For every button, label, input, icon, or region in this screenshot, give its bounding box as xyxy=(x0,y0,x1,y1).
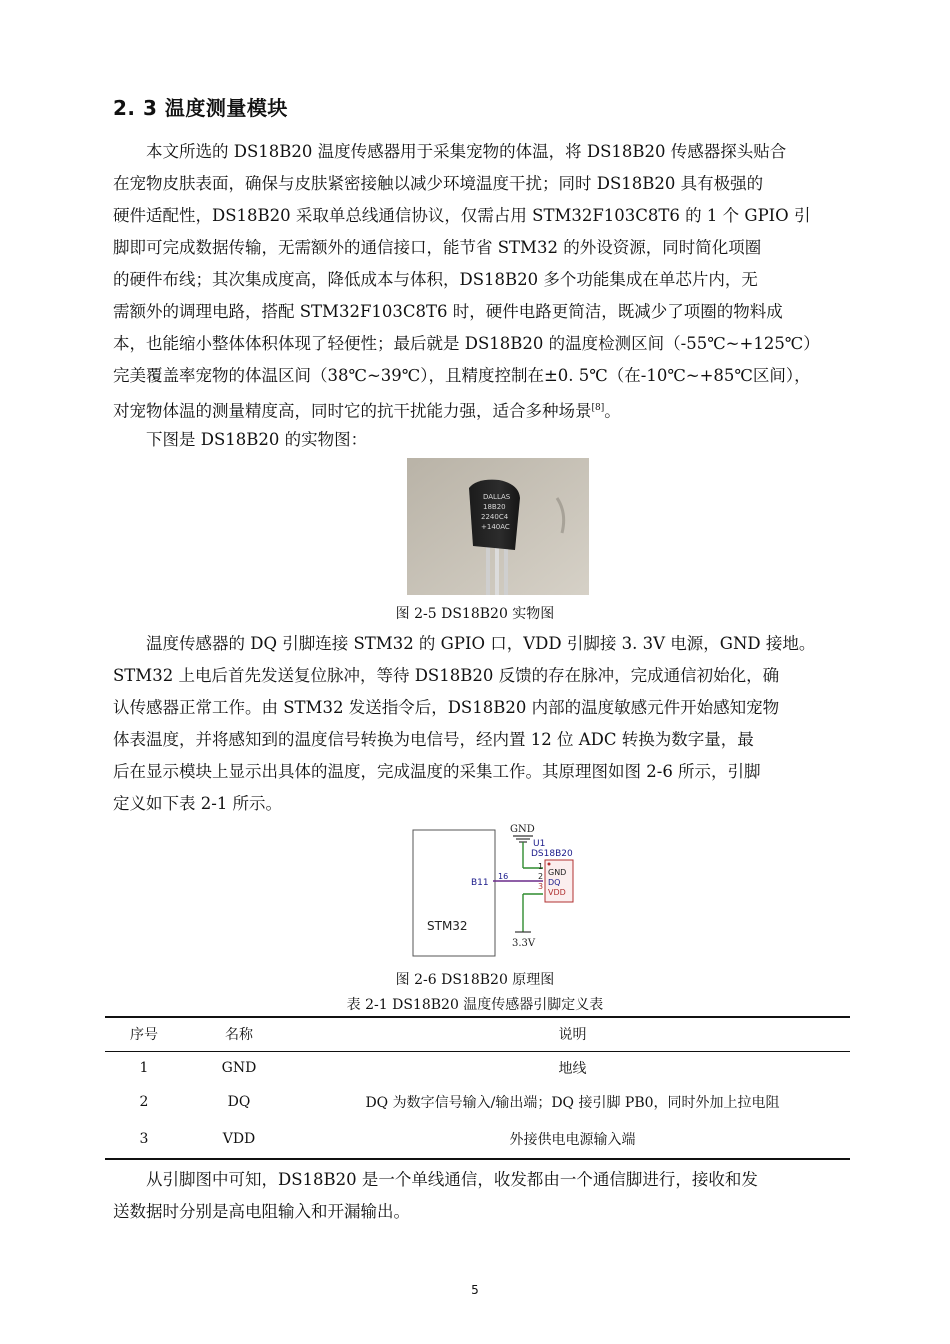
page-number: 5 xyxy=(471,1283,479,1297)
pin-name-gnd: GND xyxy=(548,868,567,877)
text-line: 体表温度，并将感知到的温度信号转换为电信号，经内置 12 位 ADC 转换为数字量，最 xyxy=(113,730,754,749)
u1-label: U1 xyxy=(533,839,546,849)
chip-marking: 2240C4 xyxy=(481,513,509,521)
figure-caption: 图 2-5 DS18B20 实物图 xyxy=(395,606,555,622)
table-cell: DQ 为数字信号输入/输出端；DQ 接引脚 PB0，同时外加上拉电阻 xyxy=(365,1095,780,1111)
text-line: 本文所选的 DS18B20 温度传感器用于采集宠物的体温，将 DS18B20 传感器探头贴合 xyxy=(113,142,787,161)
paragraph-description xyxy=(113,628,850,820)
text-line: 从引脚图中可知，DS18B20 是一个单线通信，收发都由一个通信脚进行，接收和发 xyxy=(113,1170,758,1189)
table-cell: 3 xyxy=(139,1130,149,1147)
ds18b20-schematic xyxy=(405,822,600,958)
chip-marking: DALLAS xyxy=(483,493,511,501)
table-row xyxy=(105,1051,850,1085)
sensor-photo-image xyxy=(407,458,589,595)
table-row xyxy=(105,1085,850,1119)
section-title: 2. 3 温度测量模块 xyxy=(113,96,288,120)
table-cell: 2 xyxy=(139,1094,149,1110)
pin-name-vdd: VDD xyxy=(548,888,566,897)
pin-definition-table xyxy=(105,1016,850,1160)
table-cell: VDD xyxy=(222,1130,256,1147)
text-line: 在宠物皮肤表面，确保与皮肤紧密接触以减少环境温度干扰；同时 DS18B20 具有极强的 xyxy=(113,174,764,193)
paragraph-intro xyxy=(113,136,850,428)
paragraph-figure-intro xyxy=(113,424,850,456)
text-line: 需额外的调理电路，搭配 STM32F103C8T6 时，硬件电路更简洁，既减少了项圈的物料成 xyxy=(113,302,783,321)
text-line: 后在显示模块上显示出具体的温度，完成温度的采集工作。其原理图如图 2-6 所示，引脚 xyxy=(113,762,761,781)
stm32-block xyxy=(413,830,495,956)
header-cell: 名称 xyxy=(225,1027,253,1044)
net-label-16: 16 xyxy=(498,872,509,881)
table-cell: DQ xyxy=(227,1094,251,1110)
text-line: 脚即可完成数据传输，无需额外的通信接口，能节省 STM32 的外设资源，同时简化项圈 xyxy=(113,238,762,257)
table-row xyxy=(105,1119,850,1159)
schematic-diagram xyxy=(405,822,600,958)
header-cell: 序号 xyxy=(130,1027,158,1044)
ds18b20-photo xyxy=(407,458,589,595)
text-run: 对宠物体温的测量精度高，同时它的抗干扰能力强，适合多种场景 xyxy=(113,401,592,421)
citation-ref: [8] xyxy=(591,403,605,413)
paragraph-conclusion xyxy=(113,1164,850,1228)
text-line: 硬件适配性，DS18B20 采取单总线通信协议，仅需占用 STM32F103C8T6 的 1 个 GPIO 引 xyxy=(113,206,811,225)
pin-number: 3 xyxy=(538,882,544,891)
table-cell: 1 xyxy=(139,1060,149,1077)
text-line: 下图是 DS18B20 的实物图： xyxy=(113,430,368,449)
stm32-label: STM32 xyxy=(427,919,468,933)
table-cell: 外接供电电源输入端 xyxy=(509,1131,636,1148)
chip-marking: 18B20 xyxy=(483,503,506,511)
pin-name-dq: DQ xyxy=(548,878,561,887)
gnd-label: GND xyxy=(510,824,535,835)
part-label: DS18B20 xyxy=(531,849,573,859)
text-line: 温度传感器的 DQ 引脚连接 STM32 的 GPIO 口，VDD 引脚接 3. 3V 电源，GND 接地。 xyxy=(113,634,816,653)
text-run: 。 xyxy=(604,401,621,421)
text-line: 送数据时分别是高电阻输入和开漏输出。 xyxy=(113,1202,410,1221)
text-line: 的硬件布线；其次集成度高，降低成本与体积，DS18B20 多个功能集成在单芯片内，无 xyxy=(113,270,758,289)
text-line: STM32 上电后首先发送复位脉冲，等待 DS18B20 反馈的存在脉冲，完成通信初始化，确 xyxy=(113,666,780,685)
header-cell: 说明 xyxy=(558,1027,587,1044)
figure-caption: 图 2-6 DS18B20 原理图 xyxy=(395,972,555,988)
table-cell: GND xyxy=(221,1060,257,1077)
text-line: 本，也能缩小整体体积体现了轻便性；最后就是 DS18B20 的温度检测区间（-55℃~+125℃） xyxy=(113,334,820,353)
table-header-row xyxy=(105,1017,850,1051)
text-line-last xyxy=(113,392,850,428)
pin1-marker xyxy=(548,863,551,866)
table-caption: 表 2-1 DS18B20 温度传感器引脚定义表 xyxy=(346,997,604,1013)
vcc-label: 3.3V xyxy=(512,938,536,949)
pin-number: 2 xyxy=(538,872,544,881)
text-line: 认传感器正常工作。由 STM32 发送指令后，DS18B20 内部的温度敏感元件开始感知宠物 xyxy=(113,698,780,717)
text-line: 完美覆盖率宠物的体温区间（38℃~39℃），且精度控制在±0. 5℃（在-10℃~+85℃区间）， xyxy=(113,366,811,385)
net-label-b11: B11 xyxy=(471,878,489,888)
text-line: 定义如下表 2-1 所示。 xyxy=(113,794,283,813)
table-cell: 地线 xyxy=(558,1061,587,1078)
chip-marking: +140AC xyxy=(481,523,510,531)
pin-number: 1 xyxy=(538,862,544,871)
